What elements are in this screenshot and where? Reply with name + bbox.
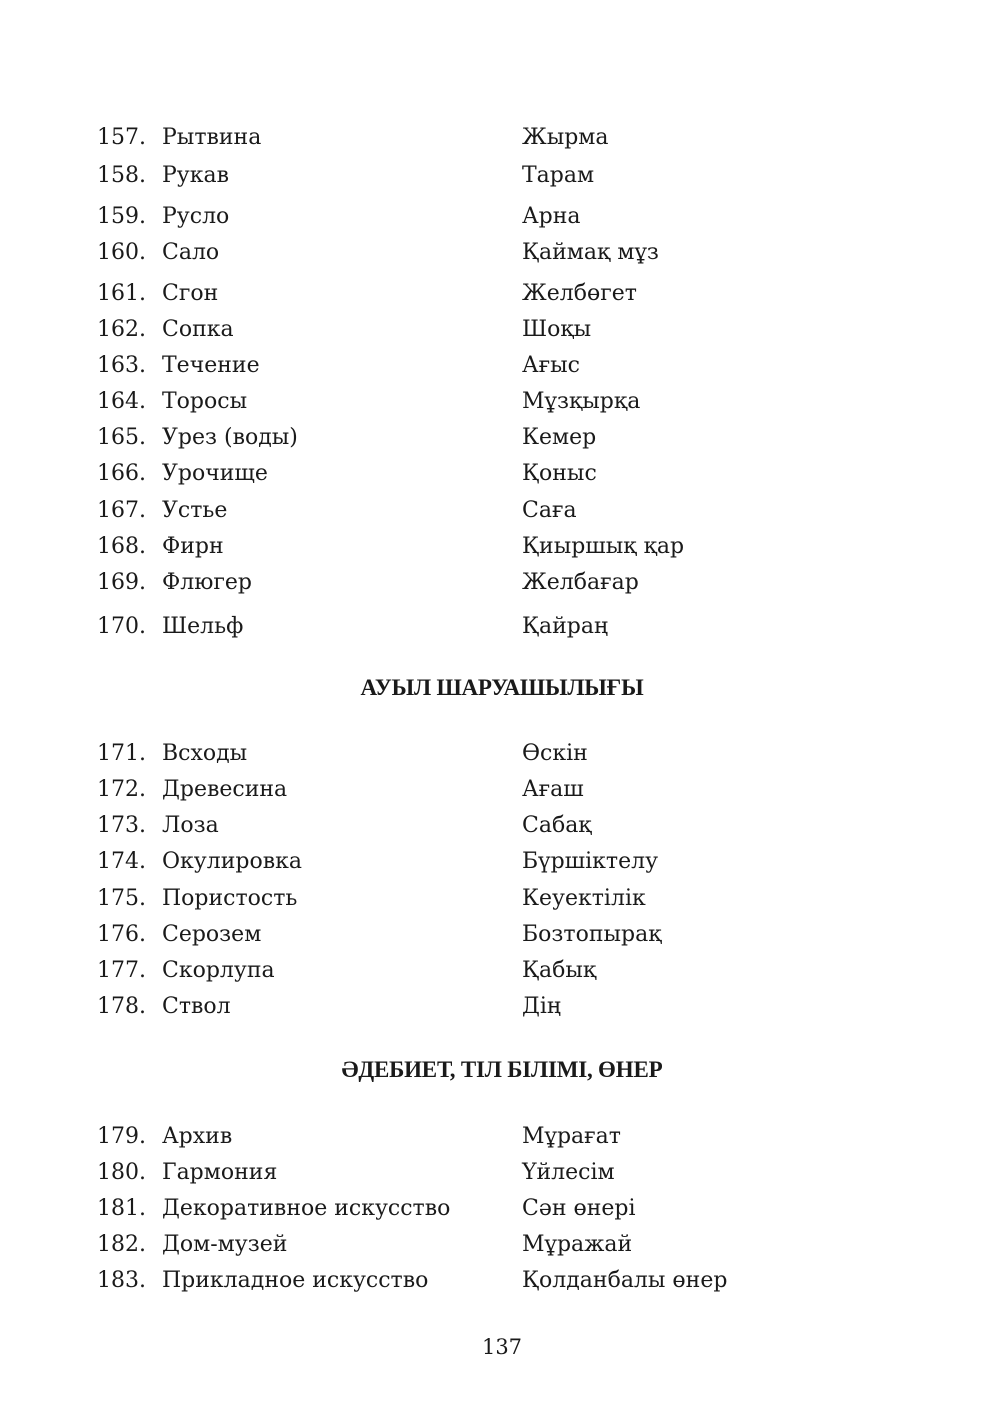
kazakh-term: Бозтопырақ xyxy=(522,922,662,947)
russian-term: Рытвина xyxy=(162,125,262,150)
glossary-entry xyxy=(0,1119,1004,1155)
section-heading: ӘДЕБИЕТ, ТІЛ БІЛІМІ, ӨНЕР xyxy=(341,1057,663,1082)
entry-number: 163. xyxy=(97,353,146,378)
glossary-entry xyxy=(0,953,1004,989)
russian-term: Гармония xyxy=(162,1160,278,1185)
entry-number: 170. xyxy=(97,614,146,639)
kazakh-term: Арна xyxy=(522,204,581,229)
glossary-entry xyxy=(0,312,1004,348)
glossary-entry xyxy=(0,456,1004,492)
glossary-entry xyxy=(0,348,1004,384)
glossary-entry xyxy=(0,917,1004,953)
glossary-entry xyxy=(0,844,1004,880)
glossary-entry xyxy=(0,276,1004,312)
glossary-entry xyxy=(0,736,1004,772)
glossary-entry xyxy=(0,420,1004,456)
entry-number: 183. xyxy=(97,1268,146,1293)
kazakh-term: Мұрағат xyxy=(522,1124,621,1149)
glossary-entry xyxy=(0,199,1004,235)
russian-term: Дом-музей xyxy=(162,1232,288,1257)
glossary-entry xyxy=(0,772,1004,808)
kazakh-term: Желбөгет xyxy=(522,281,637,306)
kazakh-term: Кемер xyxy=(522,425,597,450)
kazakh-term: Кеуектілік xyxy=(522,886,646,911)
entry-number: 179. xyxy=(97,1124,146,1149)
entry-number: 180. xyxy=(97,1160,146,1185)
glossary-entry xyxy=(0,1191,1004,1227)
russian-term: Пористость xyxy=(162,886,298,911)
glossary-entry xyxy=(0,158,1004,194)
glossary-entry xyxy=(0,1227,1004,1263)
entry-number: 169. xyxy=(97,570,146,595)
kazakh-term: Сән өнері xyxy=(522,1196,636,1221)
entry-number: 159. xyxy=(97,204,146,229)
entry-number: 162. xyxy=(97,317,146,342)
kazakh-term: Үйлесім xyxy=(522,1160,615,1185)
glossary-entry xyxy=(0,881,1004,917)
kazakh-term: Бүршіктелу xyxy=(522,849,659,874)
glossary-entry xyxy=(0,989,1004,1025)
russian-term: Прикладное искусство xyxy=(162,1268,429,1293)
russian-term: Скорлупа xyxy=(162,958,275,983)
section-heading: АУЫЛ ШАРУАШЫЛЫҒЫ xyxy=(360,675,644,700)
glossary-entry xyxy=(0,493,1004,529)
kazakh-term: Шоқы xyxy=(522,317,592,342)
russian-term: Лоза xyxy=(162,813,219,838)
kazakh-term: Ағыс xyxy=(522,353,581,378)
kazakh-term: Саға xyxy=(522,498,577,523)
glossary-entry xyxy=(0,1263,1004,1299)
kazakh-term: Қаймақ мұз xyxy=(522,240,659,265)
glossary-entry xyxy=(0,565,1004,601)
entry-number: 178. xyxy=(97,994,146,1019)
russian-term: Сало xyxy=(162,240,220,265)
entry-number: 158. xyxy=(97,163,146,188)
russian-term: Декоративное искусство xyxy=(162,1196,451,1221)
russian-term: Рукав xyxy=(162,163,229,188)
kazakh-term: Дің xyxy=(522,994,562,1019)
kazakh-term: Қолданбалы өнер xyxy=(522,1268,728,1293)
entry-number: 176. xyxy=(97,922,146,947)
entry-number: 160. xyxy=(97,240,146,265)
russian-term: Русло xyxy=(162,204,230,229)
glossary-entry xyxy=(0,384,1004,420)
russian-term: Течение xyxy=(162,353,260,378)
russian-term: Архив xyxy=(162,1124,233,1149)
kazakh-term: Қабық xyxy=(522,958,597,983)
russian-term: Сопка xyxy=(162,317,234,342)
russian-term: Флюгер xyxy=(162,570,253,595)
glossary-entry xyxy=(0,235,1004,271)
glossary-entry xyxy=(0,1155,1004,1191)
entry-number: 172. xyxy=(97,777,146,802)
entry-number: 168. xyxy=(97,534,146,559)
kazakh-term: Қоныс xyxy=(522,461,597,486)
entry-number: 164. xyxy=(97,389,146,414)
entry-number: 171. xyxy=(97,741,146,766)
entry-number: 167. xyxy=(97,498,146,523)
russian-term: Торосы xyxy=(162,389,248,414)
kazakh-term: Жырма xyxy=(522,125,609,150)
russian-term: Ствол xyxy=(162,994,231,1019)
kazakh-term: Ағаш xyxy=(522,777,584,802)
kazakh-term: Тарам xyxy=(522,163,595,188)
russian-term: Всходы xyxy=(162,741,248,766)
russian-term: Шельф xyxy=(162,614,244,639)
russian-term: Устье xyxy=(162,498,228,523)
entry-number: 177. xyxy=(97,958,146,983)
kazakh-term: Мұзқырқа xyxy=(522,389,641,414)
entry-number: 161. xyxy=(97,281,146,306)
kazakh-term: Қайраң xyxy=(522,614,609,639)
russian-term: Окулировка xyxy=(162,849,302,874)
glossary-entry xyxy=(0,120,1004,156)
glossary-entry xyxy=(0,808,1004,844)
russian-term: Сгон xyxy=(162,281,219,306)
kazakh-term: Мұражай xyxy=(522,1232,633,1257)
entry-number: 166. xyxy=(97,461,146,486)
kazakh-term: Қиыршық қар xyxy=(522,534,685,559)
kazakh-term: Желбағар xyxy=(522,570,639,595)
russian-term: Серозем xyxy=(162,922,262,947)
entry-number: 182. xyxy=(97,1232,146,1257)
entry-number: 174. xyxy=(97,849,146,874)
entry-number: 181. xyxy=(97,1196,146,1221)
page-number: 137 xyxy=(481,1335,523,1359)
entry-number: 165. xyxy=(97,425,146,450)
russian-term: Древесина xyxy=(162,777,288,802)
russian-term: Урез (воды) xyxy=(162,425,298,450)
glossary-entry xyxy=(0,529,1004,565)
kazakh-term: Сабақ xyxy=(522,813,592,838)
kazakh-term: Өскін xyxy=(522,741,588,766)
entry-number: 175. xyxy=(97,886,146,911)
russian-term: Урочище xyxy=(162,461,268,486)
russian-term: Фирн xyxy=(162,534,224,559)
glossary-entry xyxy=(0,609,1004,645)
entry-number: 157. xyxy=(97,125,146,150)
entry-number: 173. xyxy=(97,813,146,838)
